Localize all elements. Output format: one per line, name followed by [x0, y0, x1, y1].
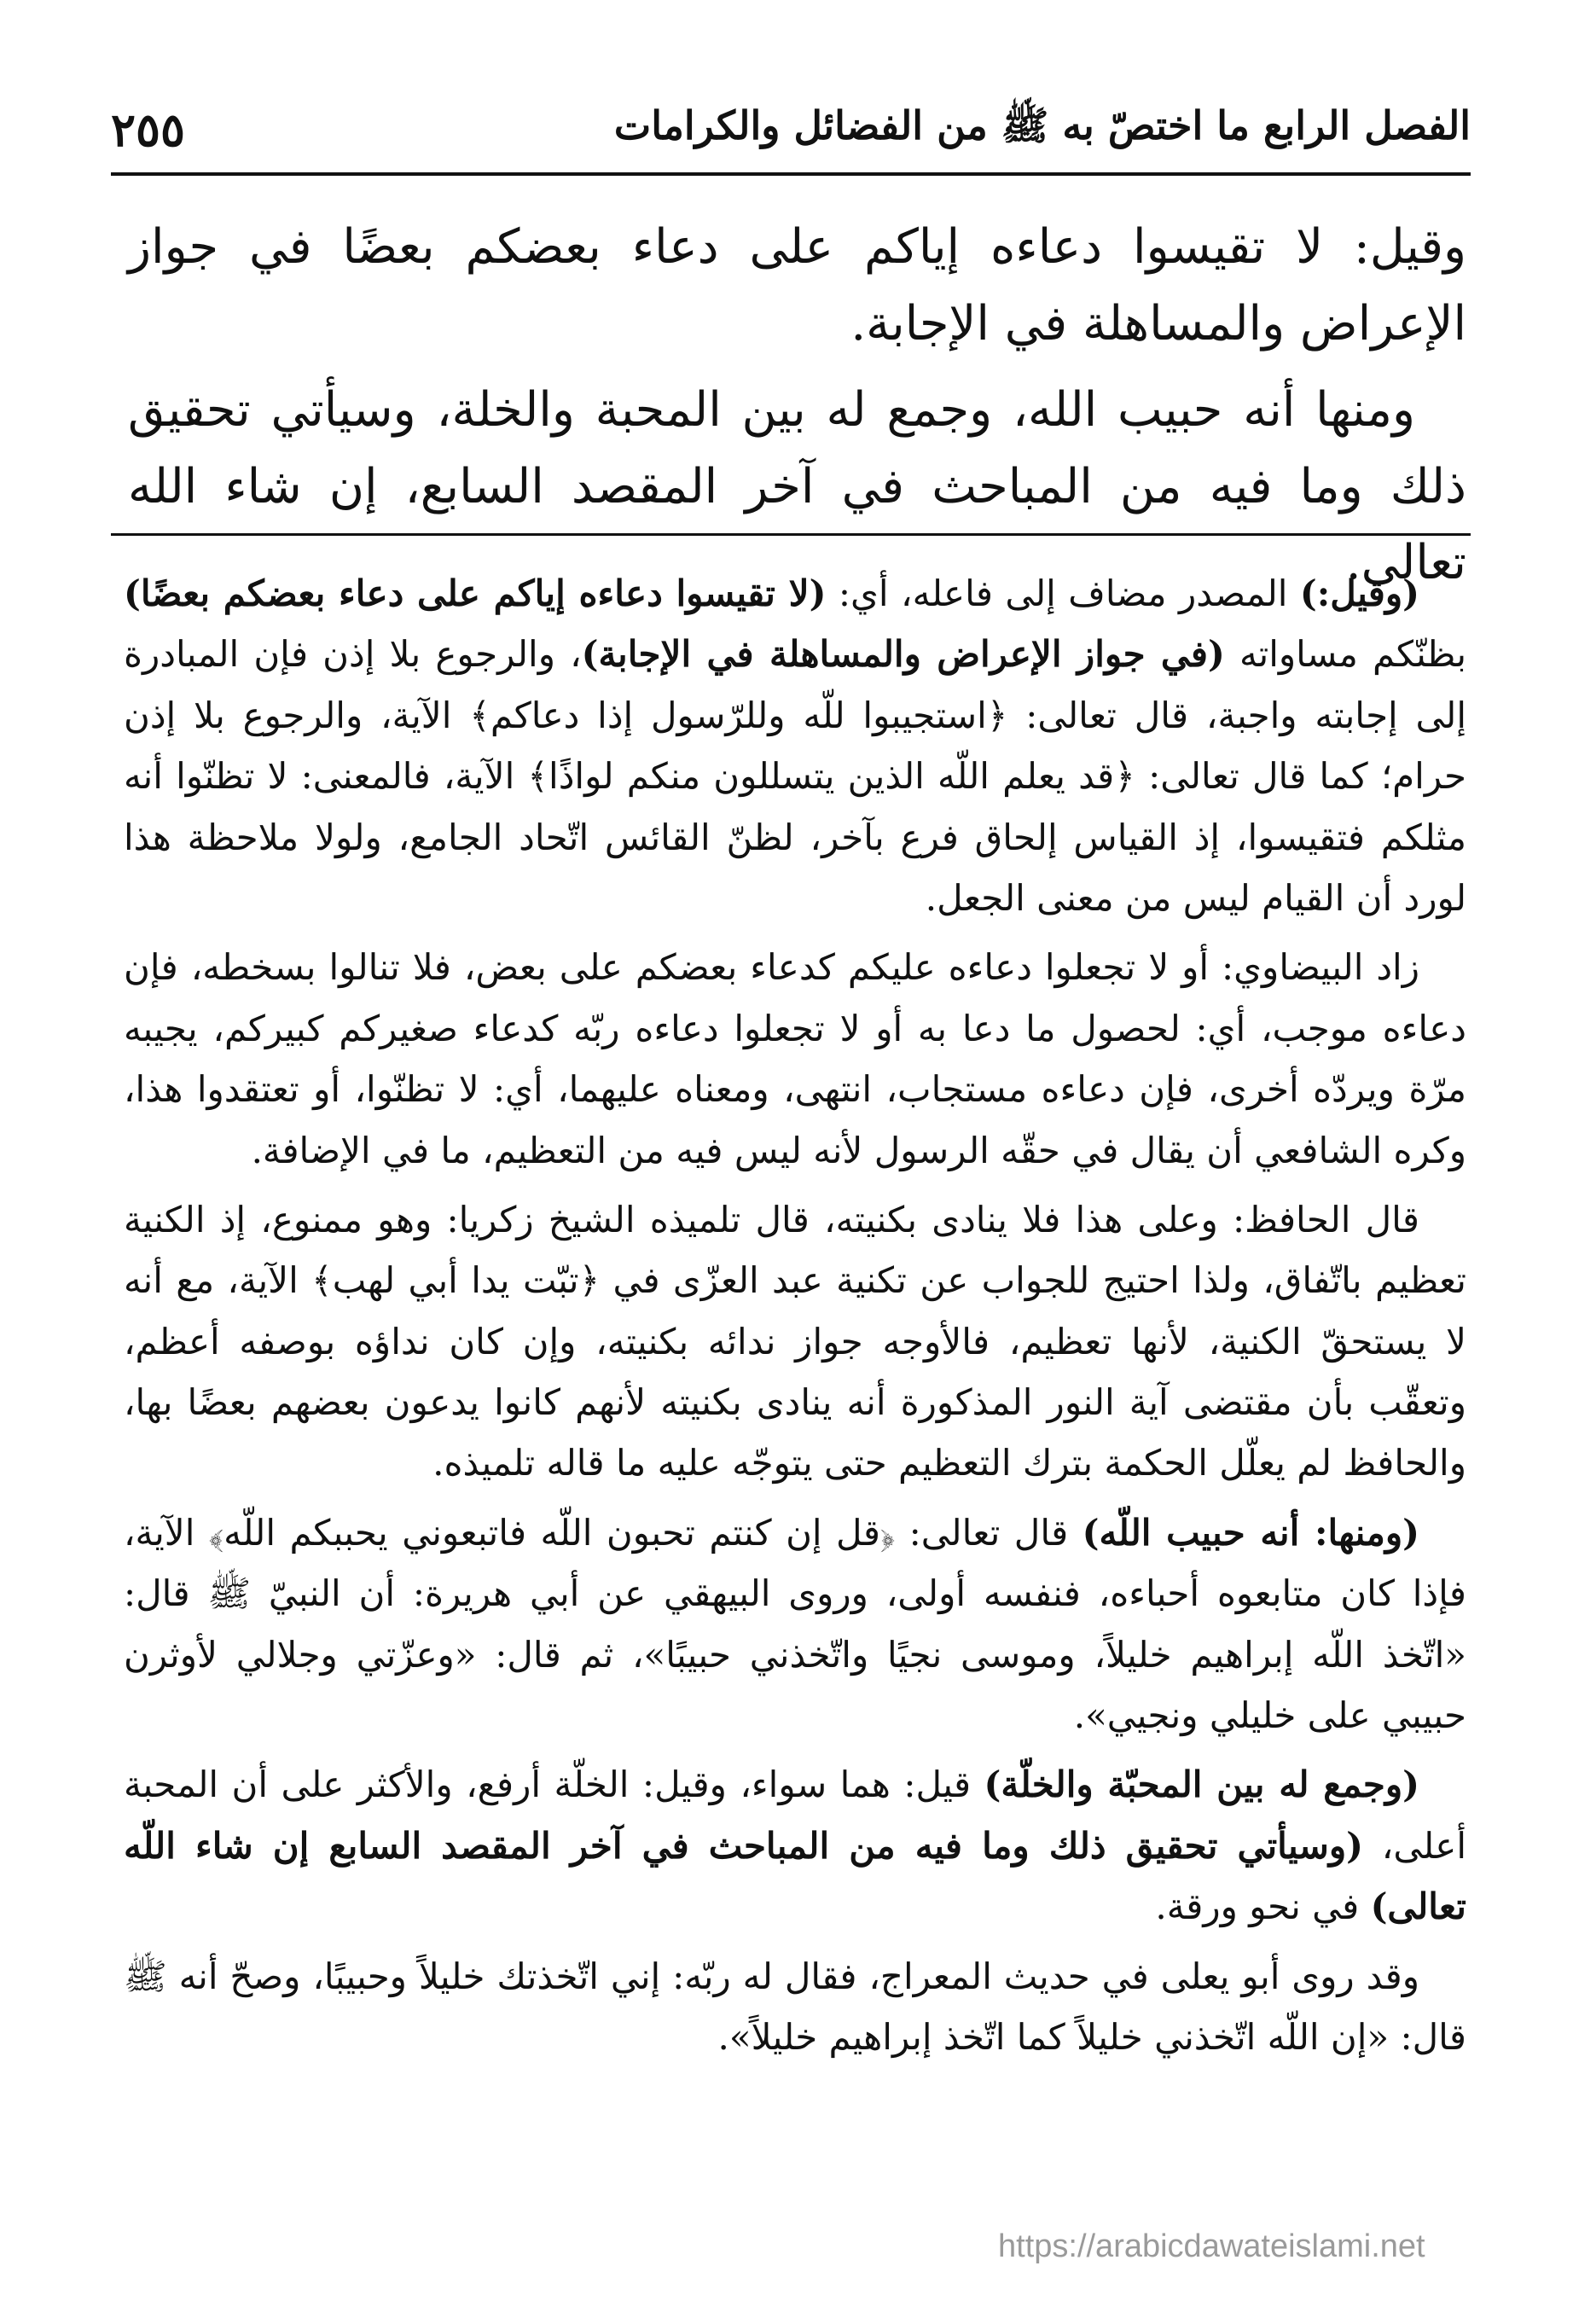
- commentary-text: وقد روى أبو يعلى في حديث المعراج، فقال له ربّه: إني اتّخذتك خليلاً وحبيبًا، وصحّ أنه ﷺ قال: «إن اللّه اتّخذني خليلاً كما اتّخذ إبراهيم خليلاً».: [124, 1955, 1466, 2058]
- page-number: ٢٥٥: [111, 102, 186, 157]
- commentary-paragraph: [124, 1189, 1466, 1494]
- commentary-paragraph: [124, 563, 1466, 928]
- commentary-text: قال الحافظ: وعلى هذا فلا ينادى بكنيته، قال تلميذه الشيخ زكريا: وهو ممنوع، إذ الكنية تعظيم باتّفاق، ولذا احتيج للجواب عن تكنية عبد العزّى في ﴿تبّت يدا أبي لهب﴾ الآية، مع أنه لا يستحقّ الكنية، لأنها تعظيم، فالأوجه جواز ندائه بكنيته، وإن كان نداؤه بوصفه أعظم، وتعقّب بأن مقتضى آية النور المذكورة أنه ينادى بكنيته لأنهم كانوا يدعون بعضهم بعضًا بها، والحافظ لم يعلّل الحكمة بترك التعظيم حتى يتوجّه عليه ما قاله تلميذه.: [124, 1198, 1466, 1484]
- commentary-paragraph: [124, 937, 1466, 1181]
- commentary-text: قيل: هما سواء، وقيل: الخلّة أرفع، والأكثر على أن المحبة أعلى،: [124, 1763, 1467, 1867]
- quoted-text: (وجمع له بين المحبّة والخلّة): [984, 1763, 1420, 1806]
- commentary-paragraph: [124, 1946, 1466, 2068]
- commentary: [124, 563, 1466, 2076]
- commentary-text: زاد البيضاوي: أو لا تجعلوا دعاءه عليكم كدعاء بعضكم على بعض، فلا تنالوا بسخطه، فإن دعاءه موجب، أي: لحصول ما دعا به أو لا تجعلوا دعاءه ربّه كدعاء صغيركم كبيركم، يجيبه مرّة ويردّه أخرى، فإن دعاءه مستجاب، انتهى، ومعناه عليهما، أي: لا تظنّوا، أو تعتقدوا هذا، وكره الشافعي أن يقال في حقّه الرسول لأنه ليس فيه من التعظيم، ما في الإضافة.: [124, 946, 1466, 1171]
- quoted-text: (لا تقيسوا دعاءه إياكم على دعاء بعضكم بعضًا): [124, 572, 827, 614]
- quoted-text: (في جواز الإعراض والمساهلة في الإجابة): [581, 633, 1225, 676]
- main-text-paragraph: ومنها أنه حبيب الله، وجمع له بين المحبة والخلة، وسيأتي تحقيق ذلك وما فيه من المباحث في آخر المقصد السابع، إن شاء الله تعالى.: [128, 382, 1466, 591]
- commentary-separator: [111, 533, 1471, 536]
- commentary-text: قال تعالى: ﴿قل إن كنتم تحبون اللّه فاتبعوني يحببكم اللّه﴾ الآية، فإذا كان متابعوه أحباءه، فنفسه أولى، وروى البيهقي عن أبي هريرة: أن النبيّ ﷺ قال: «اتّخذ اللّه إبراهيم خليلاً، وموسى نجيًا واتّخذني حبيبًا»، ثم قال: «وعزّتي وجلالي لأوثرن حبيبي على خليلي ونجيي».: [124, 1511, 1466, 1737]
- quoted-text: (وقيل:): [1299, 572, 1419, 614]
- watermark-url: https://arabicdawateislami.net: [998, 2228, 1425, 2264]
- commentary-paragraph: [124, 1754, 1466, 1937]
- main-text-paragraph: وقيل: لا تقيسوا دعاءه إياكم على دعاء بعضكم بعضًا في جواز الإعراض والمساهلة في الإجابة.: [128, 219, 1467, 352]
- header-rule: [111, 172, 1471, 176]
- quoted-text: (وسيأتي تحقيق ذلك وما فيه من المباحث في آخر المقصد السابع إن شاء اللّه تعالى): [124, 1824, 1466, 1928]
- quoted-text: (ومنها: أنه حبيب اللّه): [1082, 1511, 1419, 1554]
- chapter-title: الفصل الرابع ما اختصّ به ﷺ من الفضائل والكرامات: [613, 102, 1471, 148]
- commentary-text: في نحو ورقة.: [1155, 1885, 1371, 1928]
- commentary-paragraph: [124, 1502, 1466, 1746]
- commentary-text: ، والرجوع بلا إذن فإن المبادرة إلى إجابته واجبة، قال تعالى: ﴿استجيبوا للّه وللرّسول إذا دعاكم﴾ الآية، والرجوع بلا إذن حرام؛ كما قال تعالى: ﴿قد يعلم اللّه الذين يتسللون منكم لواذًا﴾ الآية، فالمعنى: لا تظنّوا أنه مثلكم فتقيسوا، إذ القياس إلحاق فرع بآخر، لظنّ القائس اتّحاد الجامع، ولولا ملاحظة هذا لورد أن القيام ليس من معنى الجعل.: [124, 633, 1466, 919]
- commentary-text: بظنّكم مساواته: [1224, 633, 1467, 676]
- commentary-text: المصدر مضاف إلى فاعله، أي:: [826, 572, 1300, 614]
- main-text: [128, 209, 1466, 612]
- running-header: [111, 96, 1471, 164]
